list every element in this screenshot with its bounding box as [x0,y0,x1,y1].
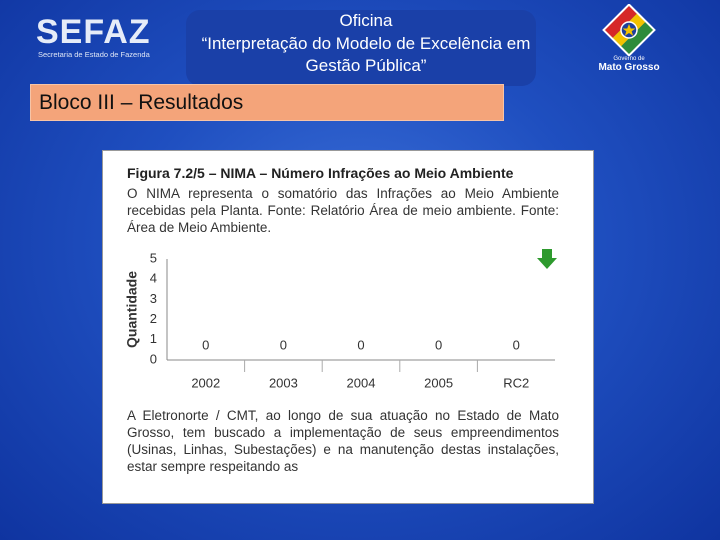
sefaz-logo-text: SEFAZ [36,13,151,51]
figure-title: Figura 7.2/5 – NIMA – Número Infrações ao Meio Ambiente [127,165,514,181]
data-label: 0 [434,337,443,353]
y-tick-label: 3 [149,290,157,306]
down-arrow-icon [537,249,557,269]
y-tick-label: 5 [149,250,157,266]
section-bar [30,84,504,121]
sefaz-logo [36,14,176,60]
data-label: 0 [202,337,210,353]
mato-grosso-emblem-icon [594,4,664,56]
gov-logo-line-1: Governo de [613,56,645,62]
data-label: 0 [279,337,288,353]
title-line-1: Oficina [339,11,393,30]
data-label: 0 [357,337,365,353]
title-line-2: “Interpretação do Modelo de Excelência em [201,33,531,53]
gov-logo-line-2: Mato Grosso [598,62,660,73]
page-title [160,10,572,78]
section-title: Bloco III – Resultados [39,91,244,114]
figure-bottom-text: A Eletronorte / CMT, ao longo de sua atuação no Estado de Mato Grosso, tem buscado a implementação de seus empreendimentos (Usinas, Linhas, Subestações) e na manutenção destas instalações, estar sempre respeitando as [127,408,559,474]
data-label: 0 [512,337,520,353]
x-tick-label: 2005 [424,375,454,391]
x-tick-label: 2004 [346,375,376,391]
y-tick-label: 2 [149,311,157,327]
y-axis-label: Quantidade [123,270,140,349]
x-tick-label: RC2 [503,375,530,391]
y-tick-label: 0 [149,351,157,367]
nima-chart [123,249,573,399]
y-tick-label: 4 [149,270,157,286]
sefaz-logo-subtitle: Secretaria de Estado de Fazenda [38,50,150,59]
figure-panel [102,150,594,504]
figure-description: O NIMA representa o somatório das Infrações ao Meio Ambiente recebidas pela Planta. Fonte: Relatório Área de meio ambiente. Fonte: Área de Meio Ambiente. [127,186,559,235]
y-tick-label: 1 [149,331,157,347]
mato-grosso-logo [594,4,664,76]
title-line-3: Gestão Pública” [305,56,427,75]
x-tick-label: 2002 [191,375,221,391]
x-tick-label: 2003 [268,375,298,391]
